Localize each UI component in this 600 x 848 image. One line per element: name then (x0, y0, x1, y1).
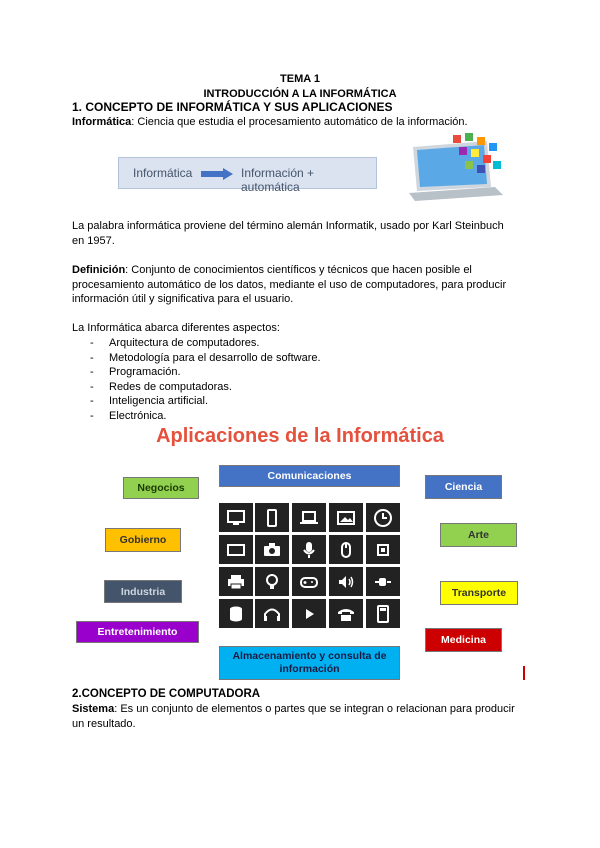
industria-box: Industria (104, 580, 182, 603)
def-term: Informática (72, 116, 132, 128)
informatica-definition (72, 115, 468, 130)
list-item: - Electrónica. (72, 409, 472, 424)
almacenamiento-line2: información (279, 663, 340, 675)
arte-box: Arte (440, 523, 517, 547)
sistema-line2: un resultado. (72, 718, 136, 730)
gamepad-icon (292, 567, 326, 596)
section1-heading: 1. CONCEPTO DE INFORMÁTICA Y SUS APLICACIONES (72, 100, 393, 114)
lightbulb-icon (255, 567, 289, 596)
telephone-icon (329, 599, 363, 628)
chip-icon (366, 535, 400, 564)
definicion-term: Definición (72, 264, 126, 276)
concept-right: Información + automática (241, 166, 315, 194)
list-item: - Programación. (72, 365, 472, 380)
list-item: - Inteligencia artificial. (72, 394, 472, 409)
origin-line2: en 1957. (72, 235, 115, 247)
list-item: - Arquitectura de computadores. (72, 336, 472, 351)
entretenimiento-box: Entretenimiento (76, 621, 199, 643)
almacenamiento-box (219, 646, 400, 680)
page-title: INTRODUCCIÓN A LA INFORMÁTICA (203, 88, 397, 100)
image-icon (329, 503, 363, 532)
decorative-mark (523, 666, 525, 680)
camera-icon (255, 535, 289, 564)
origin-line1: La palabra informática proviene del término alemán Informatik, usado por Karl Steinbuch (72, 220, 504, 232)
headphones-icon (255, 599, 289, 628)
apps-title: Aplicaciones de la Informática (156, 425, 444, 447)
list-item: - Metodología para el desarrollo de software. (72, 351, 472, 366)
concept-diagram (118, 157, 377, 194)
sistema-text: : Es un conjunto de elementos o partes que se integran o relacionan para producir (114, 703, 515, 715)
laptop-icon (292, 503, 326, 532)
list-item: - Redes de computadoras. (72, 380, 472, 395)
definicion-line2: procesamiento automático de los datos, mediante el uso de computadores, para producir (72, 279, 507, 291)
laptop-apps-icon (405, 133, 505, 205)
sistema-line1 (72, 702, 515, 717)
gobierno-box: Gobierno (105, 528, 181, 552)
transporte-box: Transporte (440, 581, 518, 605)
almacenamiento-line1: Almacenamiento y consulta de (232, 650, 387, 662)
medicina-box: Medicina (425, 628, 502, 652)
def-text: : Ciencia que estudia el procesamiento automático de la información. (131, 116, 468, 128)
ciencia-box: Ciencia (425, 475, 502, 499)
microphone-icon (292, 535, 326, 564)
section2-heading: 2.CONCEPTO DE COMPUTADORA (72, 688, 261, 700)
definicion-text: : Conjunto de conocimientos científicos y técnicos que hacen posible el (125, 264, 472, 276)
definicion-line3: información útil y significativa para el usuario. (72, 293, 294, 305)
arrow-right-icon (201, 168, 233, 180)
sistema-term: Sistema (72, 703, 115, 715)
tv-icon (219, 535, 253, 564)
smartphone-icon (255, 503, 289, 532)
negocios-box: Negocios (123, 477, 199, 499)
plug-icon (366, 567, 400, 596)
calculator-icon (366, 599, 400, 628)
mouse-icon (329, 535, 363, 564)
tema-label: TEMA 1 (280, 73, 320, 85)
play-icon (292, 599, 326, 628)
aspects-intro: La Informática abarca diferentes aspectos: (72, 322, 280, 334)
speaker-icon (329, 567, 363, 596)
printer-icon (219, 567, 253, 596)
monitor-icon (219, 503, 253, 532)
clock-icon (366, 503, 400, 532)
aspects-list (72, 336, 472, 424)
definicion-line1 (72, 263, 472, 278)
database-icon (219, 599, 253, 628)
device-icon-grid (219, 503, 400, 630)
comunicaciones-box: Comunicaciones (219, 465, 400, 487)
concept-left: Informática (133, 166, 193, 180)
